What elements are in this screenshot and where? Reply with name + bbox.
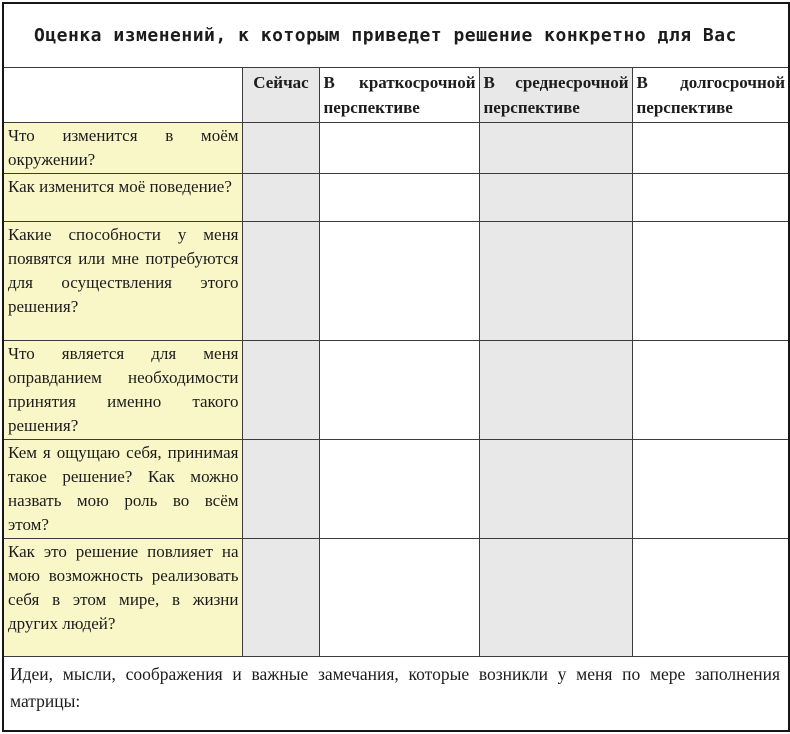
answer-cell-long <box>632 221 789 340</box>
answer-cell-mid <box>479 439 632 538</box>
table-row <box>3 221 789 340</box>
answer-cell-now <box>242 173 319 221</box>
table-row <box>3 439 789 538</box>
question-cell: Кем я ощущаю себя, принимая такое решение? Как можно назвать мою роль во всём этом? <box>3 439 242 538</box>
answer-cell-short <box>319 122 479 173</box>
column-header-long-term: В долгосрочной перспективе <box>632 67 789 122</box>
title-row <box>3 3 789 67</box>
question-cell: Как изменится моё поведение? <box>3 173 242 221</box>
corner-header-cell <box>3 67 242 122</box>
answer-cell-mid <box>479 122 632 173</box>
question-cell: Что является для меня оправданием необходимости принятия именно такого решения? <box>3 340 242 439</box>
answer-cell-long <box>632 173 789 221</box>
answer-cell-now <box>242 439 319 538</box>
answer-cell-short <box>319 439 479 538</box>
answer-cell-short <box>319 221 479 340</box>
table-row <box>3 340 789 439</box>
answer-cell-mid <box>479 340 632 439</box>
column-header-short-term: В краткосрочной перспективе <box>319 67 479 122</box>
table-row <box>3 173 789 221</box>
answer-cell-short <box>319 173 479 221</box>
decision-evaluation-matrix <box>2 2 790 732</box>
header-row <box>3 67 789 122</box>
column-header-mid-term: В среднесрочной перспективе <box>479 67 632 122</box>
answer-cell-now <box>242 221 319 340</box>
answer-cell-long <box>632 439 789 538</box>
answer-cell-short <box>319 340 479 439</box>
answer-cell-mid <box>479 538 632 656</box>
answer-cell-now <box>242 340 319 439</box>
column-header-now: Сейчас <box>242 67 319 122</box>
answer-cell-long <box>632 340 789 439</box>
question-cell: Какие способности у меня появятся или мне потребуются для осуществления этого решения? <box>3 221 242 340</box>
answer-cell-short <box>319 538 479 656</box>
footer-note: Идеи, мысли, соображения и важные замечания, которые возникли у меня по мере заполнения матрицы: <box>3 656 789 731</box>
question-cell: Что изменится в моём окружении? <box>3 122 242 173</box>
answer-cell-now <box>242 538 319 656</box>
answer-cell-mid <box>479 221 632 340</box>
page-title: Оценка изменений, к которым приведет решение конкретно для Вас <box>3 3 789 67</box>
answer-cell-long <box>632 122 789 173</box>
question-cell: Как это решение повлияет на мою возможность реализовать себя в этом мире, в жизни других людей? <box>3 538 242 656</box>
answer-cell-now <box>242 122 319 173</box>
table-row <box>3 538 789 656</box>
footer-row <box>3 656 789 731</box>
answer-cell-long <box>632 538 789 656</box>
table-row <box>3 122 789 173</box>
answer-cell-mid <box>479 173 632 221</box>
